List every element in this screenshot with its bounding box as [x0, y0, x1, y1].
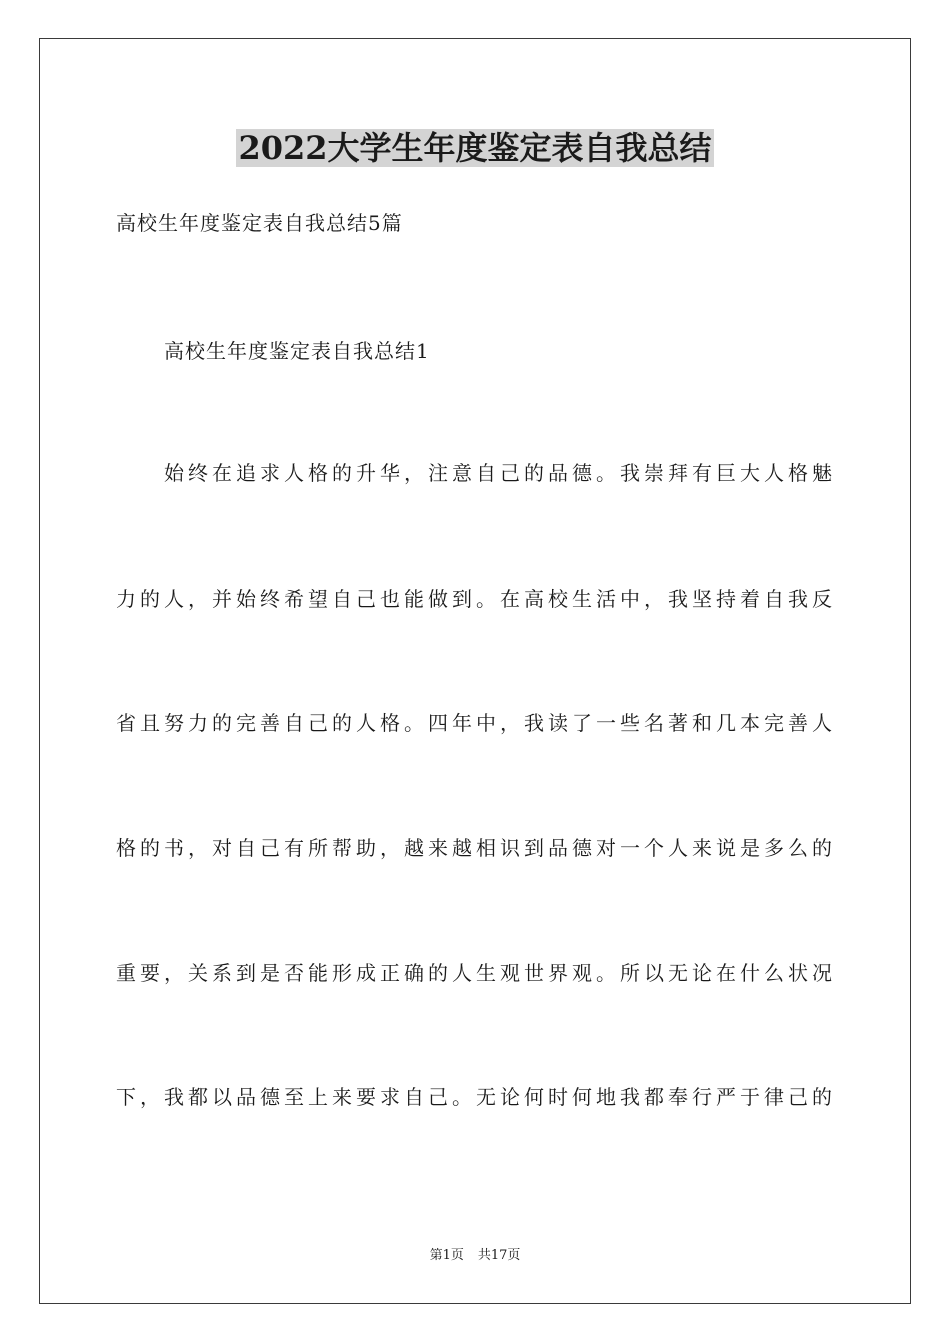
document-title [0, 126, 950, 170]
paragraph-line-5: 重要，关系到是否能形成正确的人生观世界观。所以无论在什么状况 [116, 961, 832, 985]
page-footer [0, 1246, 950, 1266]
document-title-text: 2022大学生年度鉴定表自我总结 [238, 129, 712, 167]
paragraph-line-2: 力的人，并始终希望自己也能做到。在高校生活中，我坚持着自我反 [116, 587, 832, 611]
section-heading: 高校生年度鉴定表自我总结1 [164, 339, 430, 363]
page-number-total: 共17页 [477, 1248, 521, 1263]
paragraph-line-4: 格的书，对自己有所帮助，越来越相识到品德对一个人来说是多么的 [116, 836, 832, 860]
paragraph-line-3: 省且努力的完善自己的人格。四年中，我读了一些名著和几本完善人 [116, 711, 832, 735]
page-number-current: 第1页 [429, 1248, 464, 1263]
paragraph-line-1: 始终在追求人格的升华，注意自己的品德。我崇拜有巨大人格魅 [164, 461, 832, 485]
document-subtitle: 高校生年度鉴定表自我总结5篇 [116, 211, 403, 235]
paragraph-line-6: 下，我都以品德至上来要求自己。无论何时何地我都奉行严于律己的 [116, 1085, 832, 1109]
